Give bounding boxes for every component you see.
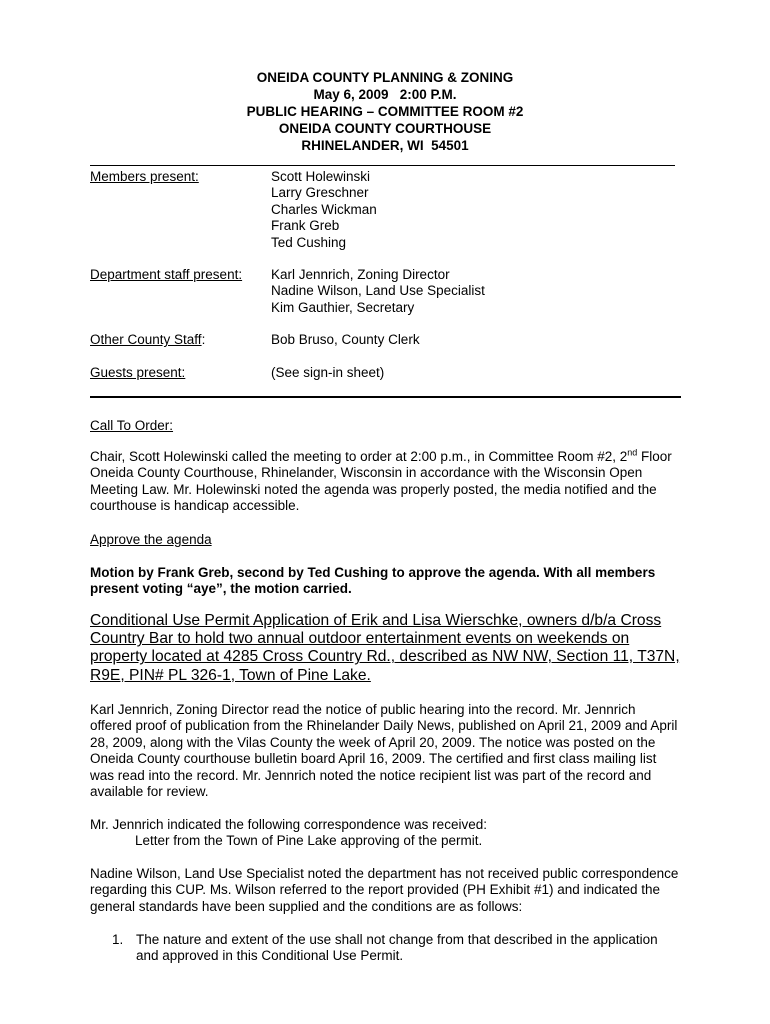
cup-paragraph-2-text: Mr. Jennrich indicated the following correspondence was received:: [90, 817, 487, 832]
agenda-motion: Motion by Frank Greb, second by Ted Cushing to approve the agenda. With all members present voting “aye”, the motion carried.: [90, 565, 656, 597]
member-name: Scott Holewinski: [271, 169, 371, 184]
header-line-3: PUBLIC HEARING – COMMITTEE ROOM #2: [246, 104, 524, 119]
other-staff-label: Other County Staff: [90, 332, 202, 347]
member-name: Larry Greschner: [271, 185, 369, 201]
staff-present-names: [271, 267, 485, 316]
condition-text: The nature and extent of the use shall not change from that described in the application and approved in this Conditional Use Permit.: [136, 932, 658, 964]
staff-present-label: Department staff present:: [90, 267, 243, 282]
document-header: [90, 69, 680, 154]
condition-number: 1.: [112, 932, 124, 947]
members-present-label: Members present:: [90, 169, 199, 184]
approve-agenda-heading-text: Approve the agenda: [90, 532, 212, 547]
attendance-divider: [90, 396, 681, 398]
guests-present-label: Guests present:: [90, 365, 186, 380]
other-staff-name: Bob Bruso, County Clerk: [271, 332, 420, 347]
call-to-order-text: [90, 449, 680, 515]
call-to-order-text-a: Chair, Scott Holewinski called the meeting to order at 2:00 p.m., in Committee Room #2, 2: [90, 449, 628, 464]
approve-agenda-heading: [90, 532, 680, 548]
call-to-order-heading: [90, 418, 680, 434]
other-staff-colon: :: [201, 332, 206, 347]
header-line-1: ONEIDA COUNTY PLANNING & ZONING: [256, 70, 514, 85]
call-to-order-paragraph: [90, 449, 680, 515]
header-line-2: May 6, 2009 2:00 P.M.: [313, 87, 457, 102]
guests-note: (See sign-in sheet): [271, 365, 385, 380]
cup-paragraph-3: Nadine Wilson, Land Use Specialist noted the department has not received public correspondence regarding this CUP. Ms. Wilson referred to the report provided (PH Exhibit #1) and indicated the general standards have been supplied and the conditions are as follows:: [90, 866, 679, 914]
header-line-4: ONEIDA COUNTY COURTHOUSE: [278, 121, 492, 136]
staff-name: Karl Jennrich, Zoning Director: [271, 267, 450, 282]
member-name: Charles Wickman: [271, 201, 377, 217]
members-present-names: [271, 169, 377, 251]
cup-paragraph-2: [90, 817, 680, 850]
correspondence-item: Letter from the Town of Pine Lake approving of the permit.: [135, 833, 483, 849]
header-line-5: RHINELANDER, WI 54501: [301, 138, 469, 153]
other-staff-label-wrap: [90, 332, 205, 348]
staff-name: Kim Gauthier, Secretary: [271, 299, 415, 315]
member-name: Ted Cushing: [271, 234, 347, 250]
staff-name: Nadine Wilson, Land Use Specialist: [271, 283, 485, 299]
member-name: Frank Greb: [271, 218, 340, 234]
ordinal-suffix: nd: [627, 447, 638, 458]
cup-title: Conditional Use Permit Application of Erik and Lisa Wierschke, owners d/b/a Cross Country Bar to hold two annual outdoor entertainment events on weekends on property located at 4285 Cross Country Rd., described as NW NW, Section 11, T37N, R9E, PIN# PL 326-1, Town of Pine Lake.: [90, 612, 680, 684]
cup-paragraph-1: Karl Jennrich, Zoning Director read the notice of public hearing into the record. Mr. Jennrich offered proof of publication from the Rhinelander Daily News, published on April 21, 2009 and April 28, 2009, along with the Vilas County the week of April 20, 2009. The notice was posted on the Oneida County courthouse bulletin board April 16, 2009. The certified and first class mailing list was read into the record. Mr. Jennrich noted the notice recipient list was part of the record and available for review.: [90, 702, 678, 800]
call-to-order-heading-text: Call To Order:: [90, 418, 174, 433]
header-divider: [90, 165, 675, 166]
guests-present-names: [271, 365, 384, 381]
other-staff-names: [271, 332, 420, 348]
call-to-order-text-b: Floor Oneida County Courthouse, Rhinelander, Wisconsin in accordance with the Wisconsin Open Meeting Law. Mr. Holewinski noted the agenda was properly posted, the media notified and the courthouse is handicap accessible.: [90, 449, 672, 514]
